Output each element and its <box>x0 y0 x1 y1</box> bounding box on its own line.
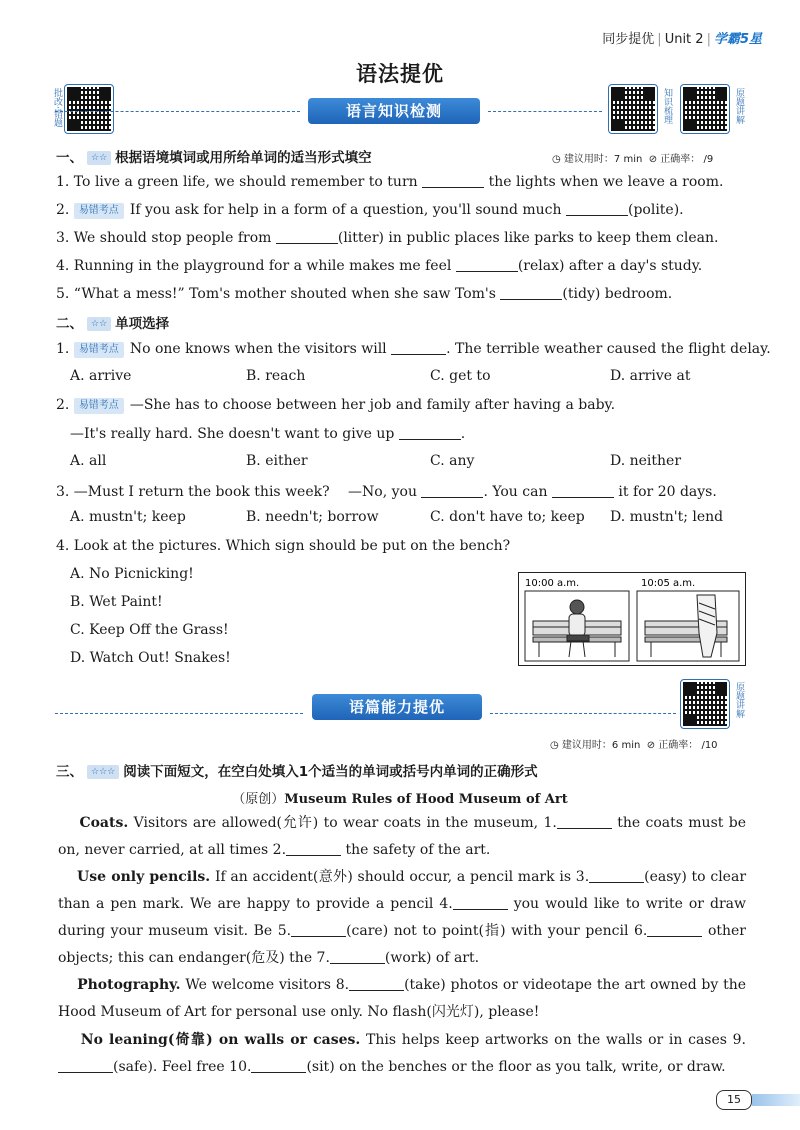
qr-label-reading: 原题讲解 <box>734 682 744 718</box>
fill-item-3: 3. We should stop people from (litter) in public places like parks to keep them clean. <box>56 230 719 246</box>
option-a[interactable]: A. arrive <box>70 368 132 384</box>
option-c[interactable]: C. Keep Off the Grass! <box>70 622 229 638</box>
answer-blank[interactable] <box>589 868 644 883</box>
clock-icon: ◷ <box>550 740 559 751</box>
check-icon: ⊘ <box>648 154 658 165</box>
mc-question-1: 1. 易错考点 No one knows when the visitors will . The terrible weather caused the flight delay. <box>56 341 771 357</box>
mc-question-2: 2. 易错考点 —She has to choose between her job and family after having a baby. <box>56 397 616 413</box>
qr-code-reading[interactable] <box>680 679 730 729</box>
option-c[interactable]: C. get to <box>430 368 491 384</box>
unit-name: Unit 2 <box>664 32 704 47</box>
divider <box>55 713 303 714</box>
qr-code-explain[interactable] <box>680 84 730 134</box>
passage-title: （原创）Museum Rules of Hood Museum of Art <box>232 792 568 807</box>
qr-label-explain: 原题讲解 <box>734 88 744 124</box>
passage-paragraph-3: Photography. We welcome visitors 8. (take) photos or videotape the art owned by the Hood Museum of Art for personal use only. No flash(闪光灯), please! <box>58 977 747 1020</box>
error-prone-tag: 易错考点 <box>74 398 124 414</box>
qr-label-knowledge: 知识梳理 <box>662 88 672 124</box>
difficulty-stars: ☆☆ <box>87 151 111 165</box>
option-b[interactable]: B. reach <box>246 368 306 384</box>
section-banner-reading: 语篇能力提优 <box>312 694 482 720</box>
answer-blank[interactable] <box>276 229 338 244</box>
answer-blank[interactable] <box>391 340 446 355</box>
qr-code-knowledge[interactable] <box>608 84 658 134</box>
check-icon: ⊘ <box>646 740 656 751</box>
series-name: 同步提优 <box>602 32 655 47</box>
answer-blank[interactable] <box>399 425 461 440</box>
answer-blank[interactable] <box>566 201 628 216</box>
option-d[interactable]: D. Watch Out! Snakes! <box>70 650 231 666</box>
section-meta-3: ◷ 建议用时：6 min ⊘ 正确率： /10 <box>550 740 718 751</box>
clock-icon: ◷ <box>552 154 561 165</box>
passage-paragraph-2: Use only pencils. If an accident(意外) should occur, a pencil mark is 3. (easy) to clear than a pen mark. We are happy to provide a pencil 4. you would like to write or draw during your museum visit. Be 5. (care) not to point(指) with your pencil 6. other objects; this can endanger(危及) the 7. (work) of art. <box>58 869 747 966</box>
divider <box>490 713 676 714</box>
passage-paragraph-1: Coats. Visitors are allowed(允许) to wear coats in the museum, 1. the coats must be on, never carried, at all times 2. the safety of the art. <box>58 815 746 858</box>
answer-blank[interactable] <box>251 1058 306 1073</box>
error-prone-tag: 易错考点 <box>74 342 124 358</box>
answer-blank[interactable] <box>552 483 614 498</box>
answer-blank[interactable] <box>349 976 404 991</box>
divider <box>55 111 300 112</box>
mc-question-2-reply: —It's really hard. She doesn't want to give up . <box>70 426 466 442</box>
running-header: 同步提优 | Unit 2 | 学霸5星 <box>602 32 762 47</box>
qr-code-left[interactable] <box>64 84 114 134</box>
option-b[interactable]: B. needn't; borrow <box>246 509 379 525</box>
fill-item-1: 1. To live a green life, we should remember to turn the lights when we leave a room. <box>56 174 724 190</box>
page-tab-decoration <box>752 1094 800 1106</box>
answer-blank[interactable] <box>453 895 508 910</box>
answer-blank[interactable] <box>291 922 346 937</box>
page-title: 语法提优 <box>356 62 444 86</box>
option-b[interactable]: B. either <box>246 453 308 469</box>
picture-time-2: 10:05 a.m. <box>641 578 696 589</box>
page-number: 15 <box>716 1090 752 1110</box>
section-meta-1: ◷ 建议用时：7 min ⊘ 正确率： /9 <box>552 154 714 165</box>
answer-blank[interactable] <box>557 814 612 829</box>
difficulty-stars: ☆☆☆ <box>87 765 119 779</box>
answer-blank[interactable] <box>286 841 341 856</box>
picture-time-1: 10:00 a.m. <box>525 578 580 589</box>
answer-blank[interactable] <box>330 949 385 964</box>
fill-item-2: 2. 易错考点 If you ask for help in a form of a question, you'll sound much (polite). <box>56 202 684 218</box>
answer-blank[interactable] <box>422 173 484 188</box>
option-d[interactable]: D. arrive at <box>610 368 691 384</box>
left-qr-label: 批改·错题 <box>52 88 62 127</box>
error-prone-tag: 易错考点 <box>74 203 124 219</box>
mc-question-3: 3. —Must I return the book this week? —No, you . You can it for 20 days. <box>56 484 717 500</box>
option-d[interactable]: D. neither <box>610 453 682 469</box>
section-banner-language: 语言知识检测 <box>308 98 480 124</box>
answer-blank[interactable] <box>456 257 518 272</box>
answer-blank[interactable] <box>647 922 702 937</box>
option-a[interactable]: A. No Picnicking! <box>70 566 194 582</box>
option-c[interactable]: C. don't have to; keep <box>430 509 585 525</box>
brand-logo: 学霸5星 <box>713 32 762 47</box>
option-a[interactable]: A. all <box>70 453 107 469</box>
section-heading-1: 一、 ☆☆ 根据语境填词或用所给单词的适当形式填空 <box>56 150 372 166</box>
divider <box>488 111 602 112</box>
option-b[interactable]: B. Wet Paint! <box>70 594 163 610</box>
option-c[interactable]: C. any <box>430 453 475 469</box>
bench-pictures <box>518 572 746 666</box>
section-heading-2: 二、 ☆☆ 单项选择 <box>56 316 170 332</box>
difficulty-stars: ☆☆ <box>87 317 111 331</box>
option-a[interactable]: A. mustn't; keep <box>70 509 186 525</box>
answer-blank[interactable] <box>421 483 483 498</box>
option-d[interactable]: D. mustn't; lend <box>610 509 724 525</box>
passage-paragraph-4: No leaning(倚靠) on walls or cases. This helps keep artworks on the walls or in cases 9.(safe). Feel free 10. (sit) on the benches or the floor as you talk, write, or draw. <box>58 1027 746 1081</box>
section-heading-3: 三、 ☆☆☆ 阅读下面短文，在空白处填入1个适当的单词或括号内单词的正确形式 <box>56 764 538 780</box>
mc-question-4: 4. Look at the pictures. Which sign should be put on the bench? <box>56 538 511 554</box>
fill-item-4: 4. Running in the playground for a while makes me feel (relax) after a day's study. <box>56 258 703 274</box>
answer-blank[interactable] <box>58 1058 113 1073</box>
fill-item-5: 5. “What a mess!” Tom's mother shouted when she saw Tom's (tidy) bedroom. <box>56 286 673 302</box>
answer-blank[interactable] <box>500 285 562 300</box>
